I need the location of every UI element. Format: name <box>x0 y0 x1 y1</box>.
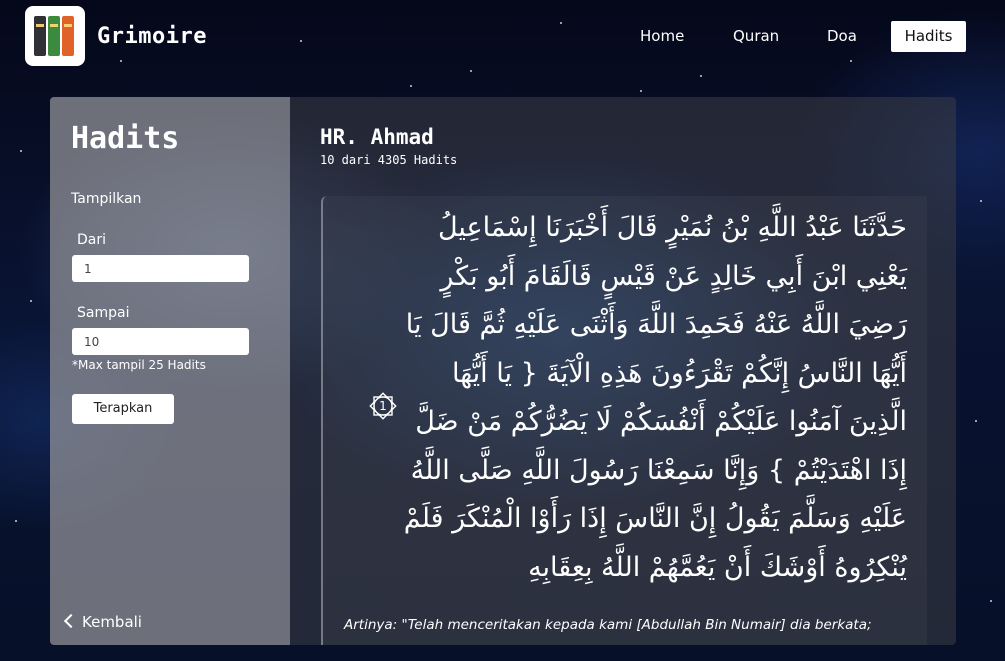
book-icon <box>34 16 46 56</box>
arabic-line: يُنْكِرُوهُ أَوْشَكَ أَنْ يَعُمَّهُمْ اللَّهُ بِعِقَابِهِ <box>528 551 907 583</box>
hadith-number: 1 <box>379 399 387 413</box>
book-icon <box>62 16 74 56</box>
show-label: Tampilkan <box>71 191 142 207</box>
from-input[interactable] <box>72 255 249 282</box>
top-navbar <box>0 0 1005 80</box>
hadith-content <box>290 97 956 645</box>
arabic-line: أَيُّهَا النَّاسُ إِنَّكُمْ تَقْرَءُونَ هَذِهِ الْآيَةَ { يَا أَيُّهَا <box>452 357 907 389</box>
hadith-card <box>321 196 927 645</box>
arabic-text <box>403 204 907 592</box>
back-link-label: Kembali <box>82 613 142 631</box>
arabic-line: الَّذِينَ آمَنُوا عَلَيْكُمْ أَنْفُسَكُمْ لَا يَضُرُّكُمْ مَنْ ضَلَّ <box>415 406 907 437</box>
back-link[interactable] <box>66 613 142 631</box>
nav-quran[interactable]: Quran <box>733 27 780 45</box>
nav-home[interactable]: Home <box>640 27 685 45</box>
to-label: Sampai <box>77 305 130 321</box>
arabic-line: إِذَا اهْتَدَيْتُمْ } وَإِنَّا سَمِعْنَا رَسُولَ اللَّهِ صَلَّى اللَّهُ <box>410 454 907 486</box>
to-input[interactable] <box>72 328 249 355</box>
from-label: Dari <box>77 232 107 248</box>
hadith-count: 10 dari 4305 Hadits <box>320 153 458 167</box>
nav-hadits-active[interactable]: Hadits <box>891 21 966 52</box>
translation-text: Artinya: "Telah menceritakan kepada kami [Abdullah Bin Numair] dia berkata; <box>344 617 872 633</box>
hadith-number-badge <box>367 390 399 422</box>
max-note: *Max tampil 25 Hadits <box>72 358 206 372</box>
main-panel <box>50 97 956 645</box>
filter-sidebar <box>50 97 290 645</box>
book-icon <box>48 16 60 56</box>
app-logo[interactable] <box>25 6 85 66</box>
collection-title: HR. Ahmad <box>320 125 434 149</box>
arabic-line: يَعْنِي ابْنَ أَبِي خَالِدٍ عَنْ قَيْسٍ قَالَقَامَ أَبُو بَكْرٍ <box>440 260 907 292</box>
apply-button[interactable]: Terapkan <box>72 394 174 424</box>
app-name[interactable]: Grimoire <box>97 24 207 49</box>
sidebar-title: Hadits <box>71 121 180 156</box>
arabic-line: حَدَّثَنَا عَبْدُ اللَّهِ بْنُ نُمَيْرٍ قَالَ أَخْبَرَنَا إِسْمَاعِيلُ <box>437 212 907 243</box>
nav-doa[interactable]: Doa <box>827 27 857 45</box>
arabic-line: عَلَيْهِ وَسَلَّمَ يَقُولُ إِنَّ النَّاسَ إِذَا رَأَوْا الْمُنْكَرَ فَلَمْ <box>403 503 907 534</box>
arabic-line: رَضِيَ اللَّهُ عَنْهُ فَحَمِدَ اللَّهَ وَأَثْنَى عَلَيْهِ ثُمَّ قَالَ يَا <box>405 309 907 340</box>
chevron-left-icon <box>64 614 78 628</box>
